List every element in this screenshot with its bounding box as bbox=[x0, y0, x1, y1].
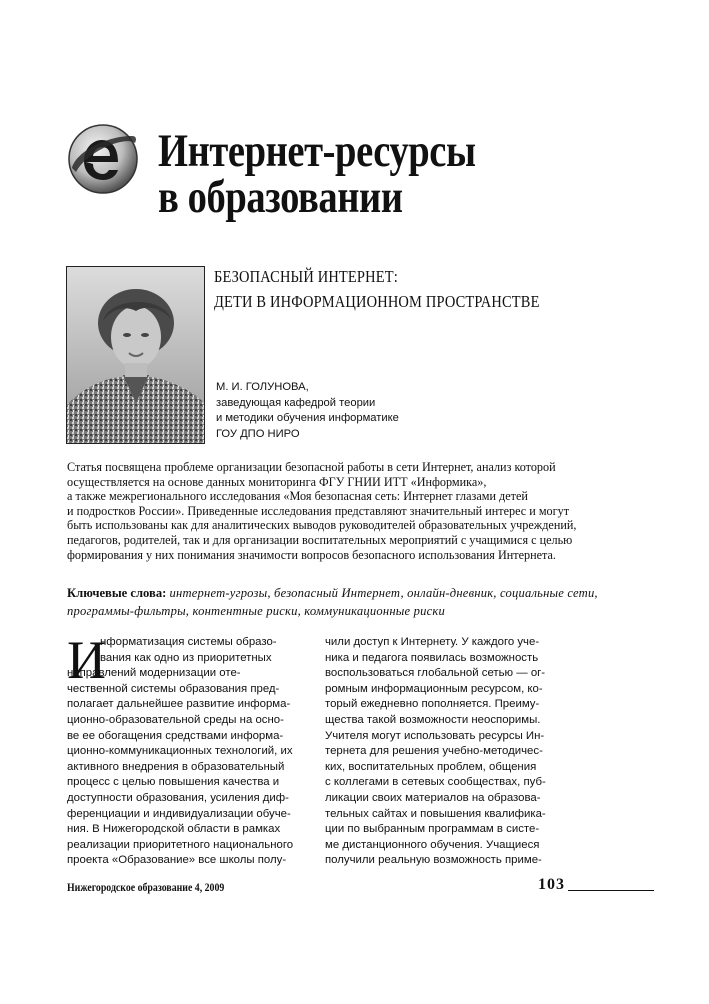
keywords-label: Ключевые слова: bbox=[67, 586, 167, 600]
internet-explorer-logo bbox=[66, 122, 140, 196]
body-line: вания как одно из приоритетных bbox=[100, 651, 272, 664]
author-position-line: и методики обучения информатике bbox=[216, 412, 399, 424]
article-title-line2: ДЕТИ В ИНФОРМАЦИОННОМ ПРОСТРАНСТВЕ bbox=[214, 292, 540, 311]
author-photo bbox=[66, 266, 205, 444]
footer-rule bbox=[568, 890, 654, 891]
body-line: ника и педагога появилась возможность bbox=[325, 651, 539, 664]
body-line: чили доступ к Интернету. У каждого уче- bbox=[325, 636, 540, 648]
keywords-line bbox=[67, 585, 657, 603]
body-line: воспользоваться глобальной сетью — ог- bbox=[325, 667, 546, 680]
body-line: полагает дальнейшее развитие информа- bbox=[67, 698, 291, 711]
body-line: щества такой возможности неоспоримы. bbox=[325, 713, 541, 726]
body-line: ционно-коммуникационных технологий, их bbox=[67, 745, 293, 758]
abstract-line: формирования у них понимания значимости вопросов безопасного использования Интернета. bbox=[67, 547, 556, 562]
body-line: направлений модернизации оте- bbox=[67, 667, 241, 680]
body-line: реализации приоритетного национального bbox=[67, 838, 294, 851]
article-title bbox=[214, 264, 540, 314]
body-line: проекта «Образование» все школы полу- bbox=[67, 854, 287, 867]
abstract-line: а также межрегионального исследования «Моя безопасная сеть: Интернет глазами детей bbox=[67, 489, 528, 504]
abstract bbox=[67, 460, 657, 562]
page-number: 103 bbox=[538, 876, 565, 893]
author-position-line: заведующая кафедрой теории bbox=[216, 396, 376, 409]
section-heading-line1: Интернет-ресурсы bbox=[158, 125, 476, 177]
keywords bbox=[67, 585, 657, 620]
body-line: ции по выбранным программам в систе- bbox=[325, 823, 540, 836]
body-line: ликации своих материалов на образова- bbox=[325, 791, 541, 804]
journal-footer: Нижегородское образование 4, 2009 bbox=[67, 880, 225, 894]
body-line: ме дистанционного обучения. Учащиеся bbox=[325, 838, 540, 851]
body-line: ционно-образовательной среды на осно- bbox=[67, 713, 284, 726]
abstract-line: и подростков России». Приведенные исследования представляют значительный интерес и могут bbox=[67, 503, 570, 518]
body-line: Учителя могут использовать ресурсы Ин- bbox=[325, 729, 545, 742]
body-line: ромным информационным ресурсом, ко- bbox=[325, 682, 543, 695]
body-line: чественной системы образования пред- bbox=[67, 682, 280, 695]
body-line: с коллегами в сетевых сообществах, пуб- bbox=[325, 776, 546, 789]
body-line: активного внедрения в образовательный bbox=[67, 760, 285, 773]
keywords-text: интернет-угрозы, безопасный Интернет, онлайн-дневник, социальные сети, bbox=[169, 586, 598, 600]
body-column-left bbox=[67, 630, 303, 869]
keywords-text: программы-фильтры, контентные риски, коммуникационные риски bbox=[67, 603, 446, 618]
body-column-right bbox=[325, 635, 563, 869]
author-info bbox=[216, 380, 399, 442]
abstract-line: Статья посвящена проблеме организации безопасной работы в сети Интернет, анализ которой bbox=[67, 460, 556, 474]
body-line: нформатизация системы образо- bbox=[100, 636, 277, 648]
author-position-line: ГОУ ДПО НИРО bbox=[216, 427, 300, 440]
drop-cap: И bbox=[67, 630, 106, 690]
body-line: торый ежедневно пополняется. Преиму- bbox=[325, 698, 540, 711]
abstract-line: осуществляется на основе данных мониторинга ФГУ ГНИИ ИТТ «Информика», bbox=[67, 474, 487, 489]
abstract-line: педагогов, родителей, так и для организации воспитательных мероприятий с учащимися с целью bbox=[67, 532, 573, 547]
body-line: процесс с целью повышения качества и bbox=[67, 776, 280, 789]
internet-explorer-e-icon bbox=[66, 122, 140, 196]
body-line: ференциации и индивидуализации обуче- bbox=[67, 807, 291, 820]
body-line: ких, воспитательных проблем, общения bbox=[325, 760, 537, 773]
body-line: получили реальную возможность приме- bbox=[325, 854, 542, 867]
body-line: тернета для решения учебно-методичес- bbox=[325, 745, 543, 758]
body-line: ния. В Нижегородской области в рамках bbox=[67, 823, 281, 836]
author-name: М. И. ГОЛУНОВА, bbox=[216, 381, 309, 393]
body-line: доступности образования, усиления диф- bbox=[67, 791, 289, 804]
section-heading-line2: в образовании bbox=[158, 171, 403, 223]
body-line: тельных сайтах и повышения квалифика- bbox=[325, 807, 546, 820]
article-title-line1: БЕЗОПАСНЫЙ ИНТЕРНЕТ: bbox=[214, 267, 398, 286]
section-heading bbox=[158, 125, 476, 223]
body-line: ве ее обогащения средствами информа- bbox=[67, 729, 284, 742]
abstract-line: быть использованы как для аналитических выводов руководителей образовательных учреждений, bbox=[67, 518, 577, 533]
